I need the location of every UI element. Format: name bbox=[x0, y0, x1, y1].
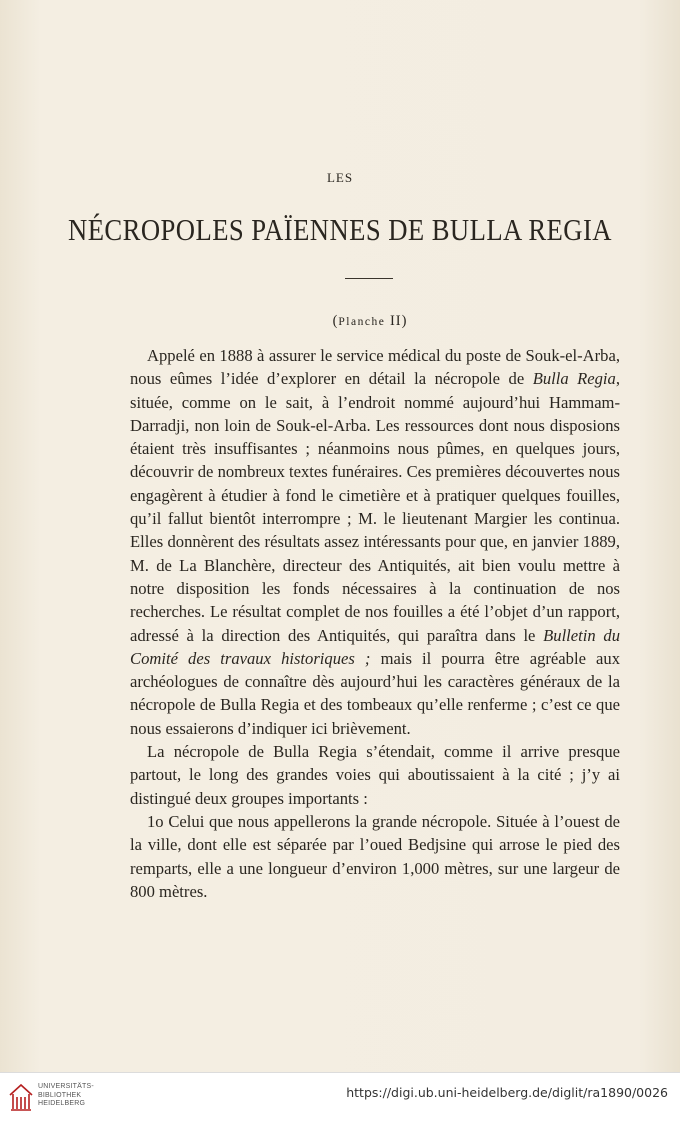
permalink-url[interactable]: https://digi.ub.uni-heidelberg.de/diglit/ra1890/0026 bbox=[346, 1085, 668, 1100]
university-seal-icon[interactable] bbox=[8, 1081, 34, 1113]
paragraph-3: 1o Celui que nous appellerons la grande nécropole. Située à l’ouest de la ville, dont elle est séparée par l’oued Bedjsine qui arrose le pied des remparts, elle a une longueur d’environ 1,000 mètres, sur une largeur de 800 mètres. bbox=[130, 811, 620, 901]
planche-number: II) bbox=[385, 313, 408, 329]
institution-line-3: HEIDELBERG bbox=[38, 1100, 86, 1107]
institution-line-1: UNIVERSITÄTS- bbox=[38, 1083, 94, 1090]
p1-italic-bulletin: Bulletin du Comité des travaux historiques ; bbox=[130, 625, 620, 668]
p1-part-c: , située, comme on le sait, à l’endroit nommé aujourd’hui Hammam-Darradji, non loin de Souk-el-Arba. Les ressources dont nous disposions étaient très insuffisantes ; néanmoins nous pûmes, en quelques jours, découvrir de nombreux textes funéraires. Ces premières découvertes nous engagèrent à étudier à fond le cimetière et à pratiquer quelques fouilles, qu’il fallut bientôt interrompre ; M. le lieutenant Margier les continua. Elles donnèrent des résultats assez intéressants pour que, en janvier 1889, M. de La Blanchère, directeur des Antiquités, ait bien voulu mettre à notre disposition les fonds nécessaires à la continuation de nos recherches. Le résultat complet de nos fouilles a été l’objet d’un rapport, adressé à la direction des Antiquités, qui paraîtra dans le bbox=[130, 369, 620, 645]
paragraph-1 bbox=[130, 344, 620, 740]
pre-title: LES bbox=[326, 170, 354, 185]
institution-name bbox=[38, 1083, 94, 1109]
p1-part-a: Appelé en 1888 à assurer le service médical du poste de Souk-el-Arba, nous eûmes l’idée d’explorer en détail la nécropole de bbox=[130, 346, 620, 389]
title-rule bbox=[345, 278, 393, 279]
institution-line-2: BIBLIOTHEK bbox=[38, 1091, 82, 1099]
planche-open: ( bbox=[332, 313, 339, 329]
planche-reference bbox=[0, 313, 680, 330]
p1-part-e: mais il pourra être agréable aux archéologues de connaître dès aujourd’hui les caractères généraux de la nécropole de Bulla Regia et des tombeaux qu’elle renferme ; c’est ce que nous essaierons d’indiquer ici brièvement. bbox=[130, 648, 620, 738]
page-title: NÉCROPOLES PAÏENNES DE BULLA REGIA bbox=[68, 212, 612, 247]
viewer-footer bbox=[0, 1072, 680, 1122]
body-text bbox=[130, 344, 620, 903]
p1-italic-bulla-regia: Bulla Regia bbox=[532, 369, 616, 389]
planche-word: Planche bbox=[338, 316, 386, 328]
paragraph-2: La nécropole de Bulla Regia s’étendait, comme il arrive presque partout, le long des grandes voies qui aboutissaient à la cité ; j’y ai distingué deux groupes importants : bbox=[130, 742, 620, 808]
